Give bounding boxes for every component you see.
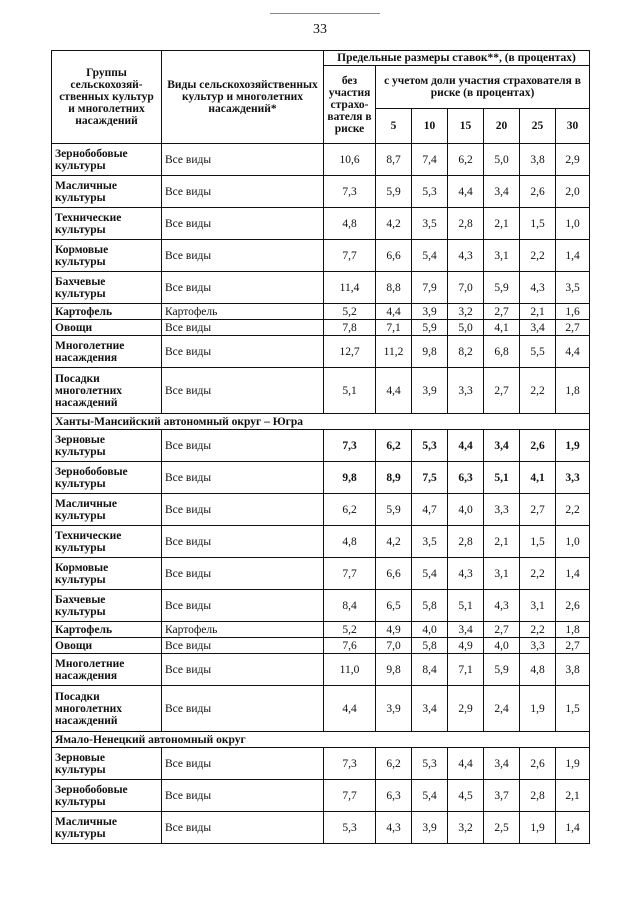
rate-cell: 5,9 bbox=[376, 494, 412, 526]
rate-cell: 2,6 bbox=[520, 176, 556, 208]
rate-cell: 4,0 bbox=[448, 494, 484, 526]
rate-cell: 1,5 bbox=[520, 526, 556, 558]
rate-cell: 2,6 bbox=[520, 748, 556, 780]
rate-cell: 4,9 bbox=[376, 622, 412, 638]
crop-kind-cell: Все виды bbox=[162, 430, 324, 462]
table-row bbox=[52, 654, 590, 686]
header-share: 20 bbox=[484, 109, 520, 144]
rate-cell: 5,8 bbox=[412, 590, 448, 622]
rate-cell: 6,2 bbox=[376, 748, 412, 780]
table-row bbox=[52, 812, 590, 844]
rate-cell: 6,2 bbox=[376, 430, 412, 462]
rate-cell: 1,4 bbox=[556, 812, 590, 844]
crop-group-cell: Картофель bbox=[52, 622, 162, 638]
rate-cell: 4,1 bbox=[484, 320, 520, 336]
rate-cell: 2,8 bbox=[448, 526, 484, 558]
region-title: Ямало-Ненецкий автономный округ bbox=[52, 732, 590, 748]
rate-cell: 3,1 bbox=[484, 558, 520, 590]
rate-cell: 2,7 bbox=[484, 622, 520, 638]
rate-no-participation-cell: 5,2 bbox=[324, 304, 376, 320]
rate-cell: 2,2 bbox=[556, 494, 590, 526]
rate-cell: 5,3 bbox=[412, 748, 448, 780]
crop-group-cell: Масличные культуры bbox=[52, 494, 162, 526]
rate-cell: 2,7 bbox=[484, 368, 520, 414]
rate-cell: 5,4 bbox=[412, 558, 448, 590]
rate-cell: 2,8 bbox=[448, 208, 484, 240]
header-with-participation: с учетом доли участия страхователя в риске (в процентах) bbox=[376, 66, 590, 109]
crop-kind-cell: Все виды bbox=[162, 462, 324, 494]
rate-cell: 4,3 bbox=[448, 240, 484, 272]
rate-no-participation-cell: 5,3 bbox=[324, 812, 376, 844]
crop-kind-cell: Все виды bbox=[162, 590, 324, 622]
rate-cell: 2,2 bbox=[520, 558, 556, 590]
crop-kind-cell: Все виды bbox=[162, 780, 324, 812]
rate-cell: 3,8 bbox=[556, 654, 590, 686]
rate-cell: 2,1 bbox=[520, 304, 556, 320]
rate-cell: 4,3 bbox=[448, 558, 484, 590]
rate-cell: 7,4 bbox=[412, 144, 448, 176]
rate-cell: 3,3 bbox=[556, 462, 590, 494]
rate-cell: 5,8 bbox=[412, 638, 448, 654]
rate-cell: 2,9 bbox=[448, 686, 484, 732]
rate-cell: 4,0 bbox=[412, 622, 448, 638]
rate-cell: 4,3 bbox=[484, 590, 520, 622]
table-row bbox=[52, 748, 590, 780]
rate-cell: 3,3 bbox=[520, 638, 556, 654]
rate-cell: 6,8 bbox=[484, 336, 520, 368]
rate-cell: 5,1 bbox=[484, 462, 520, 494]
rate-cell: 4,9 bbox=[448, 638, 484, 654]
rate-cell: 1,9 bbox=[556, 430, 590, 462]
crop-group-cell: Технические культуры bbox=[52, 526, 162, 558]
rate-cell: 5,3 bbox=[412, 430, 448, 462]
rate-cell: 3,4 bbox=[448, 622, 484, 638]
table-row bbox=[52, 176, 590, 208]
rate-cell: 4,4 bbox=[556, 336, 590, 368]
crop-kind-cell: Все виды bbox=[162, 526, 324, 558]
table-row bbox=[52, 208, 590, 240]
rate-cell: 3,5 bbox=[412, 208, 448, 240]
table-row bbox=[52, 430, 590, 462]
rate-cell: 2,7 bbox=[520, 494, 556, 526]
rate-cell: 2,0 bbox=[556, 176, 590, 208]
rate-cell: 7,0 bbox=[448, 272, 484, 304]
page-number: 33 bbox=[313, 22, 327, 37]
rate-cell: 4,3 bbox=[520, 272, 556, 304]
rate-cell: 5,9 bbox=[484, 654, 520, 686]
rate-no-participation-cell: 7,6 bbox=[324, 638, 376, 654]
rate-cell: 5,5 bbox=[520, 336, 556, 368]
rate-cell: 4,4 bbox=[448, 430, 484, 462]
rate-cell: 6,2 bbox=[448, 144, 484, 176]
rate-cell: 2,7 bbox=[556, 320, 590, 336]
rate-no-participation-cell: 7,3 bbox=[324, 176, 376, 208]
crop-group-cell: Зернобобовые культуры bbox=[52, 780, 162, 812]
rate-cell: 3,8 bbox=[520, 144, 556, 176]
rate-cell: 9,8 bbox=[376, 654, 412, 686]
table-row bbox=[52, 304, 590, 320]
crop-group-cell: Масличные культуры bbox=[52, 176, 162, 208]
rate-cell: 5,3 bbox=[412, 176, 448, 208]
rate-cell: 3,2 bbox=[448, 812, 484, 844]
table-row bbox=[52, 368, 590, 414]
rate-cell: 3,3 bbox=[448, 368, 484, 414]
rate-cell: 7,1 bbox=[448, 654, 484, 686]
rate-cell: 5,1 bbox=[448, 590, 484, 622]
table-row bbox=[52, 558, 590, 590]
table-row bbox=[52, 494, 590, 526]
rate-cell: 1,0 bbox=[556, 526, 590, 558]
crop-kind-cell: Все виды bbox=[162, 144, 324, 176]
rate-cell: 3,7 bbox=[484, 780, 520, 812]
rate-cell: 1,9 bbox=[520, 812, 556, 844]
rate-cell: 9,8 bbox=[412, 336, 448, 368]
table-row bbox=[52, 462, 590, 494]
rate-cell: 3,1 bbox=[484, 240, 520, 272]
rate-no-participation-cell: 7,7 bbox=[324, 780, 376, 812]
crop-kind-cell: Все виды bbox=[162, 494, 324, 526]
crop-group-cell: Бахчевые культуры bbox=[52, 272, 162, 304]
rate-cell: 1,6 bbox=[556, 304, 590, 320]
rate-cell: 4,7 bbox=[412, 494, 448, 526]
crop-group-cell: Бахчевые культуры bbox=[52, 590, 162, 622]
rate-cell: 3,3 bbox=[484, 494, 520, 526]
crop-kind-cell: Все виды bbox=[162, 812, 324, 844]
region-title: Ханты-Мансийский автономный округ – Югра bbox=[52, 414, 590, 430]
table-row bbox=[52, 780, 590, 812]
rate-cell: 4,4 bbox=[376, 368, 412, 414]
crop-group-cell: Зернобобовые культуры bbox=[52, 144, 162, 176]
rate-cell: 4,5 bbox=[448, 780, 484, 812]
table-row bbox=[52, 638, 590, 654]
table-row bbox=[52, 320, 590, 336]
rate-cell: 8,7 bbox=[376, 144, 412, 176]
rate-cell: 4,4 bbox=[376, 304, 412, 320]
rate-cell: 2,1 bbox=[484, 208, 520, 240]
rate-cell: 5,0 bbox=[448, 320, 484, 336]
rate-cell: 8,2 bbox=[448, 336, 484, 368]
rate-cell: 2,6 bbox=[520, 430, 556, 462]
rate-cell: 3,5 bbox=[556, 272, 590, 304]
crop-kind-cell: Все виды bbox=[162, 686, 324, 732]
rate-no-participation-cell: 6,2 bbox=[324, 494, 376, 526]
rate-cell: 2,1 bbox=[484, 526, 520, 558]
rate-cell: 4,8 bbox=[520, 654, 556, 686]
crop-group-cell: Технические культуры bbox=[52, 208, 162, 240]
rate-cell: 2,2 bbox=[520, 622, 556, 638]
rate-cell: 1,4 bbox=[556, 240, 590, 272]
rate-cell: 3,4 bbox=[484, 748, 520, 780]
rate-cell: 7,0 bbox=[376, 638, 412, 654]
rate-cell: 3,2 bbox=[448, 304, 484, 320]
crop-kind-cell: Все виды bbox=[162, 176, 324, 208]
rate-no-participation-cell: 4,4 bbox=[324, 686, 376, 732]
rate-cell: 6,6 bbox=[376, 558, 412, 590]
rate-cell: 3,9 bbox=[412, 304, 448, 320]
rate-cell: 2,6 bbox=[556, 590, 590, 622]
rate-no-participation-cell: 7,7 bbox=[324, 558, 376, 590]
crop-kind-cell: Все виды bbox=[162, 368, 324, 414]
crop-group-cell: Многолетние насаждения bbox=[52, 654, 162, 686]
rate-cell: 3,4 bbox=[484, 430, 520, 462]
rate-cell: 1,8 bbox=[556, 368, 590, 414]
crop-kind-cell: Все виды bbox=[162, 654, 324, 686]
rate-cell: 3,4 bbox=[484, 176, 520, 208]
rate-cell: 5,9 bbox=[484, 272, 520, 304]
crop-group-cell: Зерновые культуры bbox=[52, 748, 162, 780]
rate-cell: 11,2 bbox=[376, 336, 412, 368]
rate-cell: 4,4 bbox=[448, 748, 484, 780]
crop-kind-cell: Все виды bbox=[162, 748, 324, 780]
rate-no-participation-cell: 8,4 bbox=[324, 590, 376, 622]
rate-cell: 3,4 bbox=[412, 686, 448, 732]
rate-cell: 6,6 bbox=[376, 240, 412, 272]
crop-kind-cell: Все виды bbox=[162, 638, 324, 654]
region-row bbox=[52, 732, 590, 748]
table-row bbox=[52, 590, 590, 622]
rate-cell: 3,5 bbox=[412, 526, 448, 558]
crop-kind-cell: Картофель bbox=[162, 304, 324, 320]
rate-cell: 2,2 bbox=[520, 240, 556, 272]
crop-group-cell: Овощи bbox=[52, 638, 162, 654]
rate-no-participation-cell: 12,7 bbox=[324, 336, 376, 368]
rate-no-participation-cell: 11,0 bbox=[324, 654, 376, 686]
table-row bbox=[52, 144, 590, 176]
rate-cell: 2,1 bbox=[556, 780, 590, 812]
rate-cell: 8,8 bbox=[376, 272, 412, 304]
rate-cell: 2,2 bbox=[520, 368, 556, 414]
crop-group-cell: Зернобобовые культуры bbox=[52, 462, 162, 494]
table-row bbox=[52, 272, 590, 304]
crop-group-cell: Кормовые культуры bbox=[52, 240, 162, 272]
rate-cell: 3,1 bbox=[520, 590, 556, 622]
rate-no-participation-cell: 5,1 bbox=[324, 368, 376, 414]
table-header bbox=[52, 51, 590, 144]
header-kind: Виды сельскохозяйственных культур и многолетних насаждений* bbox=[162, 51, 324, 144]
rate-cell: 3,9 bbox=[412, 812, 448, 844]
rate-no-participation-cell: 4,8 bbox=[324, 526, 376, 558]
rate-cell: 1,5 bbox=[556, 686, 590, 732]
header-share: 25 bbox=[520, 109, 556, 144]
rate-cell: 1,8 bbox=[556, 622, 590, 638]
table-row bbox=[52, 622, 590, 638]
crop-group-cell: Посадки многолетних насаждений bbox=[52, 686, 162, 732]
rate-cell: 8,9 bbox=[376, 462, 412, 494]
table-row bbox=[52, 336, 590, 368]
rate-cell: 5,9 bbox=[376, 176, 412, 208]
rate-no-participation-cell: 4,8 bbox=[324, 208, 376, 240]
rate-cell: 2,7 bbox=[556, 638, 590, 654]
rate-cell: 3,9 bbox=[376, 686, 412, 732]
rate-cell: 5,4 bbox=[412, 240, 448, 272]
crop-group-cell: Картофель bbox=[52, 304, 162, 320]
rate-cell: 5,4 bbox=[412, 780, 448, 812]
rate-cell: 4,1 bbox=[520, 462, 556, 494]
rate-no-participation-cell: 11,4 bbox=[324, 272, 376, 304]
rate-cell: 5,0 bbox=[484, 144, 520, 176]
rate-cell: 2,8 bbox=[520, 780, 556, 812]
rate-no-participation-cell: 7,3 bbox=[324, 748, 376, 780]
header-share: 15 bbox=[448, 109, 484, 144]
table-body bbox=[52, 144, 590, 844]
rate-cell: 2,4 bbox=[484, 686, 520, 732]
crop-kind-cell: Все виды bbox=[162, 272, 324, 304]
crop-kind-cell: Все виды bbox=[162, 208, 324, 240]
rate-cell: 3,4 bbox=[520, 320, 556, 336]
header-group: Группы сельскохозяй-ственных культур и многолетних насаждений bbox=[52, 51, 162, 144]
header-share: 10 bbox=[412, 109, 448, 144]
rate-cell: 7,5 bbox=[412, 462, 448, 494]
crop-group-cell: Зерновые культуры bbox=[52, 430, 162, 462]
header-share: 5 bbox=[376, 109, 412, 144]
rate-cell: 1,5 bbox=[520, 208, 556, 240]
rate-cell: 5,9 bbox=[412, 320, 448, 336]
rate-cell: 1,9 bbox=[556, 748, 590, 780]
rate-no-participation-cell: 10,6 bbox=[324, 144, 376, 176]
rate-cell: 4,0 bbox=[484, 638, 520, 654]
header-no-participation: без участия страхо-вателя в риске bbox=[324, 66, 376, 144]
rate-no-participation-cell: 9,8 bbox=[324, 462, 376, 494]
insurance-rates-table bbox=[51, 50, 590, 844]
rate-cell: 2,5 bbox=[484, 812, 520, 844]
rate-cell: 1,4 bbox=[556, 558, 590, 590]
rate-cell: 1,0 bbox=[556, 208, 590, 240]
rate-cell: 4,4 bbox=[448, 176, 484, 208]
header-share: 30 bbox=[556, 109, 590, 144]
rate-cell: 6,5 bbox=[376, 590, 412, 622]
table-row bbox=[52, 526, 590, 558]
rate-cell: 3,9 bbox=[412, 368, 448, 414]
crop-kind-cell: Все виды bbox=[162, 320, 324, 336]
table-row bbox=[52, 686, 590, 732]
crop-kind-cell: Картофель bbox=[162, 622, 324, 638]
crop-group-cell: Овощи bbox=[52, 320, 162, 336]
rate-no-participation-cell: 7,8 bbox=[324, 320, 376, 336]
crop-group-cell: Масличные культуры bbox=[52, 812, 162, 844]
rate-cell: 7,1 bbox=[376, 320, 412, 336]
rate-no-participation-cell: 7,3 bbox=[324, 430, 376, 462]
crop-group-cell: Кормовые культуры bbox=[52, 558, 162, 590]
rate-cell: 2,7 bbox=[484, 304, 520, 320]
table-row bbox=[52, 240, 590, 272]
crop-kind-cell: Все виды bbox=[162, 336, 324, 368]
rate-cell: 4,3 bbox=[376, 812, 412, 844]
region-row bbox=[52, 414, 590, 430]
rate-cell: 2,9 bbox=[556, 144, 590, 176]
rate-no-participation-cell: 5,2 bbox=[324, 622, 376, 638]
header-limits: Предельные размеры ставок**, (в процентах) bbox=[324, 51, 590, 66]
rate-cell: 1,9 bbox=[520, 686, 556, 732]
top-rule bbox=[270, 13, 380, 14]
crop-group-cell: Многолетние насаждения bbox=[52, 336, 162, 368]
crop-group-cell: Посадки многолетних насаждений bbox=[52, 368, 162, 414]
crop-kind-cell: Все виды bbox=[162, 558, 324, 590]
rate-cell: 4,2 bbox=[376, 208, 412, 240]
rate-cell: 4,2 bbox=[376, 526, 412, 558]
crop-kind-cell: Все виды bbox=[162, 240, 324, 272]
rate-no-participation-cell: 7,7 bbox=[324, 240, 376, 272]
rate-cell: 6,3 bbox=[376, 780, 412, 812]
rate-cell: 6,3 bbox=[448, 462, 484, 494]
rate-cell: 7,9 bbox=[412, 272, 448, 304]
rate-cell: 8,4 bbox=[412, 654, 448, 686]
